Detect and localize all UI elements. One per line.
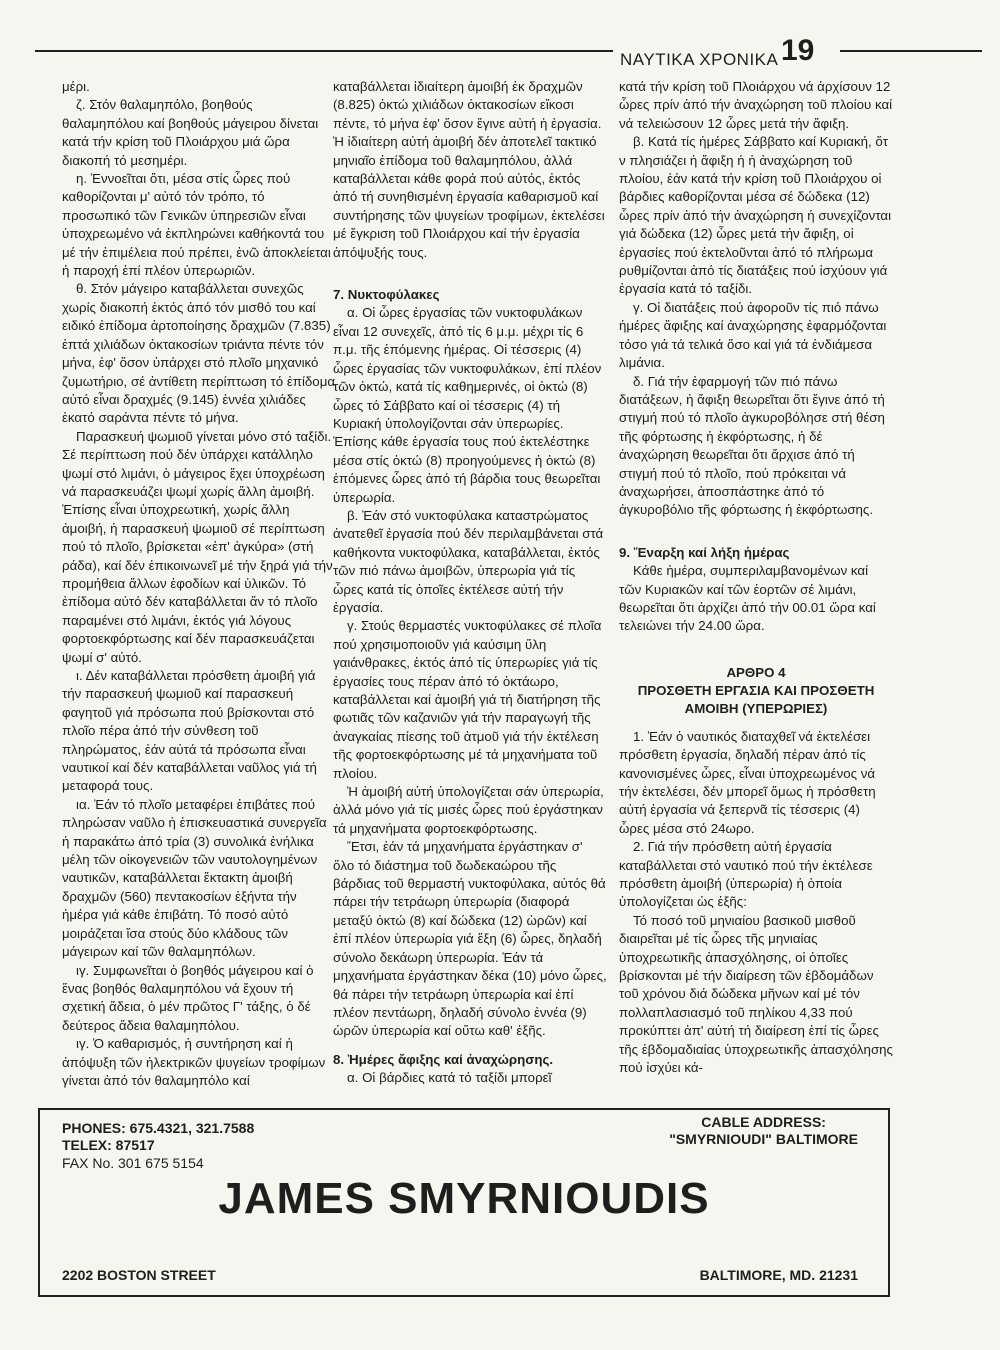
ad-city: BALTIMORE, MD. 21231: [699, 1267, 858, 1283]
section-spacer: [619, 636, 893, 650]
page-number: 19: [781, 34, 815, 67]
header-rule-left: [35, 50, 613, 52]
paragraph: α. Οἱ βάρδιες κατά τό ταξίδι μπορεῖ: [347, 1070, 552, 1086]
section-heading-9: 9. Ἔναρξη καί λήξη ἡμέρας: [619, 544, 790, 560]
paragraph: ζ. Στόν θαλαμηπόλο, βοηθούς θαλαμηπόλου καί βοηθούς μάγειρου δίνεται κατά τήν κρίση τοῦ Πλοιάρχου μιά ὥρα διακοπή τό μεσημέρι.: [62, 97, 319, 168]
ad-cable-value: "SMYRNIOUDI" BALTIMORE: [669, 1131, 858, 1147]
paragraph: γ. Οἱ διατάξεις πού ἀφοροῦν τίς πιό πάνω ἡμέρες ἄφιξης καί ἀναχώρησης ἐφαρμόζονται τόσο γιά τά τελικά ὅσο καί γιά τά ἐνδιάμεσα λιμάνια.: [619, 299, 887, 371]
advertisement-box: [38, 1108, 890, 1297]
paragraph: β. Κατά τίς ἡμέρες Σάββατο καί Κυριακή, ὅτ ν πλησιάζει ἡ ἄφιξη ἡ ἡ ἀναχώρηση τοῦ πλοίου, ἐάν κατά τήν κρίση τοῦ Πλοιάρχου οἱ βάρδιες καθορίζονται μέσα σέ δώδεκα (12) ὧρες πρίν ἀπό τήν ἀναχώρηση ἡ συνεχίζονται γιά δώδεκα (12) ὧρες μετά τήν ἄφιξη, οἱ ἐργασίες πού ἐκτελοῦνται ἀπό τό πλήρωμα ρυθμίζονται ἀπό τίς διατάξεις πού ἰσχύουν γιά ἐργασία κατά τό ταξίδι.: [619, 134, 892, 297]
paragraph: Κάθε ἡμέρα, συμπεριλαμβανομένων καί τῶν Κυριακῶν καί τῶν ἑορτῶν σέ λιμάνι, θεωρεῖται ὅτι ἀρχίζει ἀπό τήν 00.01 ὥρα καί τελειώνει τήν 24.00 ὥρα.: [619, 563, 876, 634]
article-4-heading: [619, 664, 893, 718]
ad-street-address: 2202 BOSTON STREET: [62, 1267, 216, 1283]
header-rule-right: [840, 50, 982, 52]
ad-cable-block: [669, 1114, 858, 1148]
paragraph: ιγ. Ὁ καθαρισμός, ἡ συντήρηση καί ἡ ἀπόψυξη τῶν ἠλεκτρικῶν ψυγείων τροφίμων γίνεται ἀπό τόν θαλαμηπόλο καί: [62, 1036, 326, 1088]
ad-telex: TELEX: 87517: [62, 1137, 155, 1153]
paragraph: 2. Γιά τήν πρόσθετη αὐτή ἐργασία καταβάλλεται στό ναυτικό πού τήν ἐκτέλεσε πρόσθετη ἀμοιβή (ὑπερωρία) ἡ ὁποία ὑπολογίζεται ὡς ἑξῆς:: [619, 839, 873, 910]
section-heading-8: 8. Ἡμέρες ἄφιξης καί ἀναχώρησης.: [333, 1051, 554, 1067]
ad-phones: PHONES: 675.4321, 321.7588: [62, 1120, 255, 1136]
column-3: [619, 78, 893, 1103]
section-spacer: [619, 520, 893, 534]
paragraph: γ. Στούς θερμαστές νυκτοφύλακες σέ πλοῖα πού χρησιμοποιοῦν γιά καύσιμη ὕλη γαιάνθρακες, ἐκτός ἀπό τίς ὑπερωρίες γιά τίς ἐργασίες τους πέραν ἀπό τό ὀκτάωρο, καταβάλλεται καί ἀμοιβή γιά τή διατήρηση τῆς φωτιᾶς τῶν καζανιῶν γιά τήν παραγωγή τῆς ἀναγκαίας πίεσης τοῦ ἀτμοῦ γιά τήν ἐκτέλεση τῆς φορτοεκφόρτωσης μέ τά μηχανήματα τοῦ πλοίου.: [333, 618, 602, 781]
paragraph: β. Ἐάν στό νυκτοφύλακα καταστρώματος ἀνατεθεῖ ἐργασία πού δέν περιλαμβάνεται στά καθήκοντα νυκτοφύλακα, καταβάλλεται, ἐκτός τῶν πιό πάνω ἀμοιβῶν, ὑπερωρία γιά τίς ὧρες κατά τίς ὁποῖες ἐκτέλεσε αὐτή τήν ἐργασία.: [333, 507, 604, 615]
section-spacer: [333, 262, 607, 276]
paragraph: Τό ποσό τοῦ μηνιαίου βασικοῦ μισθοῦ διαιρεῖται μέ τίς ὧρες τῆς μηνιαίας ὑποχρεωτικῆς ἀπασχόλησης, οἱ ὁποῖες βρίσκονται μέ τήν διαίρεση τῶν ἑβδομάδων τοῦ χρόνου διά δώδεκα μῆνων καί μέ τόν πολλαπλασιασμό τοῦ πηλίκου 4,33 πού προκύπτει ἀπ' αὐτή τή διαίρεση ἐπί τίς ὧρες τῆς ἑβδομαδιαίας ὑποχρεωτικῆς ἀπασχόλησης πού ἰσχύει κά-: [619, 912, 893, 1076]
ad-contact-block: [62, 1120, 254, 1154]
column-1: [62, 78, 336, 1103]
article-subtitle: ΠΡΟΣΘΕΤΗ ΕΡΓΑΣΙΑ ΚΑΙ ΠΡΟΣΘΕΤΗ ΑΜΟΙΒΗ (ΥΠΕΡΩΡΙΕΣ): [637, 682, 875, 716]
article-columns: [62, 78, 972, 1103]
ad-cable-label: CABLE ADDRESS:: [701, 1114, 826, 1130]
ad-company-name: JAMES SMYRNIOUDIS: [218, 1174, 710, 1223]
paragraph: 1. Ἐάν ὁ ναυτικός διαταχθεῖ νά ἐκτελέσει πρόσθετη ἐργασία, δηλαδή πέραν ἀπό τίς κανονισμένες ὧρες, εἶναι ὑποχρεωμένος νά τήν ἐκτελέσει, δέν μπορεῖ ὅμως ἡ πρόσθετη αὐτή ἐργασία νά ξεπερνᾶ τίς τέσσερις (4) ὧρες μέσα στό 24ωρο.: [619, 728, 876, 836]
section-heading-7: 7. Νυκτοφύλακες: [333, 287, 440, 303]
paragraph: θ. Στόν μάγειρο καταβάλλεται συνεχῶς χωρίς διακοπή ἐκτός ἀπό τόν μισθό του καί ειδικό ἐπίδομα ἀρτοποίησης δραχμῶν (7.835) ἑπτά χιλιάδων ὀκτακοσίων τριάντα πέντε τόν μήνα, ἐφ' ὅσον ὑπάρχει στό πλοῖο μηχανικό ζυμωτήριο, σέ ἀντίθετη περίπτωση τό ἐπίδομα αὐτό εἶναι δραχμές (9.145) ἐννέα χιλιάδες ἑκατό σαράντα πέντε τό μήνα.: [62, 281, 336, 426]
paragraph: δ. Γιά τήν ἐφαρμογή τῶν πιό πάνω διατάξεων, ἡ ἄφιξη θεωρεῖται ὅτι ἔγινε ἀπό τή στιγμή πού τό πλοῖο ἀγκυροβόλησε στή θέση τῆς φόρτωσης ἡ ἐκφόρτωσης, ἡ δέ ἀναχώρηση θεωρεῖται ὅτι ἄρχισε ἀπό τή στιγμή πού τό πλοῖο, πού πρόκειται νά ἀναχωρήσει, ἀποσπάστηκε ἀπό τό ἀγκυροβόλιο τῆς φόρτωσης ἡ ἐκφόρτωσης.: [619, 373, 885, 518]
paragraph: ι. Δέν καταβάλλεται πρόσθετη ἀμοιβή γιά τήν παρασκευή ψωμιοῦ καί παρασκευή φαγητοῦ γιά πρόσωπα πού βρίσκονται στό πλοῖο πέρα ἀπό τήν σύνθεση τοῦ πληρώματος, ἐάν αὐτά τά πρόσωπα εἶναι ναυτικοί καί δέν καταβάλλεται ναῦλος γιά τή μεταφορά τους.: [62, 668, 317, 794]
paragraph: Ἔτσι, ἐάν τά μηχανήματα ἐργάστηκαν σ' ὅλο τό διάστημα τοῦ δωδεκαώρου τῆς βάρδιας τοῦ θερμαστή νυκτοφύλακα, αὐτός θά πάρει τήν τετράωρη ὑπερωρία (διαφορά μεταξύ ὀκτώ (8) καί δώδεκα (12) ὡρῶν) καί ἐπί πλέον ὑπερωρία γιά ἕξη (6) ὧρες, δηλαδή σύνολο δεκάωρη ὑπερωρία. Ἐάν τά μηχανήματα ἐργάστηκαν δέκα (10) μόνο ὧρες, θά πάρει τήν τετράωρη ὑπερωρία καί ἐπί πλέον πεντάωρη, δηλαδή σύνολο ἐννέα (9) ὡρῶν ὑπερωρία καί οὕτω καθ' ἑξῆς.: [333, 839, 607, 1039]
paragraph: καταβάλλεται ἰδιαίτερη ἀμοιβή ἐκ δραχμῶν (8.825) ὀκτώ χιλιάδων ὀκτακοσίων εἴκοσι πέντε, τό μήνα ἐφ' ὅσον ἔγινε αὐτή ἡ ἐργασία. Ἡ ἰδιαίτερη αὐτή ἀμοιβή δέν ἀποτελεῖ τακτικό μηνιαῖο ἐπίδομα τοῦ θαλαμηπόλου, ἀλλά καταβάλλεται κάθε φορά πού αὐτός, ἐκτός ἀπό τή συνηθισμένη ἐργασία καθαρισμοῦ καί συντήρησης τῶν ψυγείων τροφίμων, ἐκτελέσει μέ ἔγκριση τοῦ Πλοιάρχου καί τήν ἐργασία ἀπόψυξής τους.: [333, 79, 605, 260]
paragraph: ιγ. Συμφωνεῖται ὁ βοηθός μάγειρου καί ὁ ἕνας βοηθός θαλαμηπόλου νά ἔχουν τή σχετική ἄδεια, ὁ μέν πρῶτος Γ' τάξης, ὁ δέ δεύτερος ἄδεια θαλαμηπόλου.: [62, 962, 314, 1033]
running-title: ΝΑΥΤΙΚΑ ΧΡΟΝΙΚΑ: [620, 50, 779, 69]
paragraph: κατά τήν κρίση τοῦ Πλοιάρχου νά ἀρχίσουν 12 ὧρες πρίν ἀπό τήν ἀναχώρηση τοῦ πλοίου καί νά τελειώσουν 12 ὧρες μετά τήν ἄφιξη.: [619, 79, 893, 131]
paragraph: Ἡ ἀμοιβή αὐτή ὑπολογίζεται σάν ὑπερωρία, ἀλλά μόνο γιά τίς μισές ὧρες πού ἐργάστηκαν τά μηχανήματα φορτοεκφόρτωσης.: [333, 784, 604, 836]
page-header: [35, 30, 982, 70]
column-2: [333, 78, 607, 1103]
paragraph: α. Οἱ ὧρες ἐργασίας τῶν νυκτοφυλάκων εἶναι 12 συνεχεῖς, ἀπό τίς 6 μ.μ. μέχρι τίς 6 π.μ. τῆς ἑπόμενης ἡμέρας. Οἱ τέσσερις (4) ὧρες ἐργασίας τῶν νυκτοφυλάκων, ἐπί πλέον τῶν ὀκτώ, κατά τίς καθημερινές, οἱ ὀκτώ (8) ὧρες τό Σάββατο καί οἱ τέσσερις (4) τή Κυριακή ὑπολογίζονται σάν ὑπερωρίες. Ἐπίσης κάθε ἐργασία τους πού ἐκτελέστηκε μέσα στίς ὀκτώ (8) προηγούμενες ἡ ὀκτώ (8) ἑπόμενες ὧρες ἀπό τή βάρδια τους θεωρεῖται ὑπερωρία.: [333, 305, 602, 505]
article-title: ΑΡΘΡΟ 4: [726, 664, 786, 680]
paragraph: ια. Ἐάν τό πλοῖο μεταφέρει ἐπιβάτες πού πληρώσαν ναῦλο ἡ ἐπισκευαστικά συνεργεῖα ἡ παρακάτω ἀπό τρία (3) συνολικά ἐνήλικα μέλη τῶν οἰκογενειῶν τῶν ναυτολογημένων ναυτικῶν, καταβάλλεται ἔκτακτη ἀμοιβή δραχμῶν (560) πεντακοσίων ἑξήντα τήν ἡμέρα γιά κάθε ἐπιβάτη. Τό ποσό αὐτό μοιράζεται ἴσα στούς δύο κλάδους τῶν μάγειρων καί τῶν θαλαμηπόλων.: [62, 796, 327, 960]
paragraph: Παρασκευή ψωμιοῦ γίνεται μόνο στό ταξίδι. Σέ περίπτωση πού δέν ὑπάρχει κατάλληλο ψωμί στό λιμάνι, ὁ μάγειρος ἔχει ὑποχρέωση νά παρασκευάζει ψωμί χωρίς ἄλλη ἀμοιβή. Ἐπίσης εἶναι ὑποχρεωτική, χωρίς ἄλλη ἀμοιβή, ἡ παρασκευή ψωμιοῦ σέ περίπτωση πού τό πλοῖο, βρίσκεται «ἐπ' ἀγκύρα» (στή ράδα), καί δέν ἐπικοινωνεῖ μέ τήν ξηρά γιά τήν προμήθεια ἄλλων ἐφοδίων καί ὑλικῶν. Τό ἐπίδομα αὐτό δέν καταβάλλεται ἄν τό πλοῖο παραμένει στό λιμάνι, ἐκτός γιά λόγους φορτοεκφόρτωσης καί δέν παρασκευάζεται ψωμί σ' αὐτό.: [62, 428, 333, 665]
ad-fax: FAX No. 301 675 5154: [62, 1155, 204, 1171]
paragraph: μέρι.: [62, 79, 90, 94]
paragraph: η. Ἐννοεῖται ὅτι, μέσα στίς ὧρες πού καθορίζονται μ' αὐτό τόν τρόπο, τό προσωπικό τῶν Γενικῶν ὑπηρεσιῶν εἶναι ὑποχρεωμένο νά ἐκπληρώνει καθήκοντά του μέ τήν ἐπιμέλεια πού πρέπει, ἐνῶ ἀποκλείεται ἡ παροχή ἐπί πλέον ὑπερωριῶν.: [62, 171, 331, 279]
